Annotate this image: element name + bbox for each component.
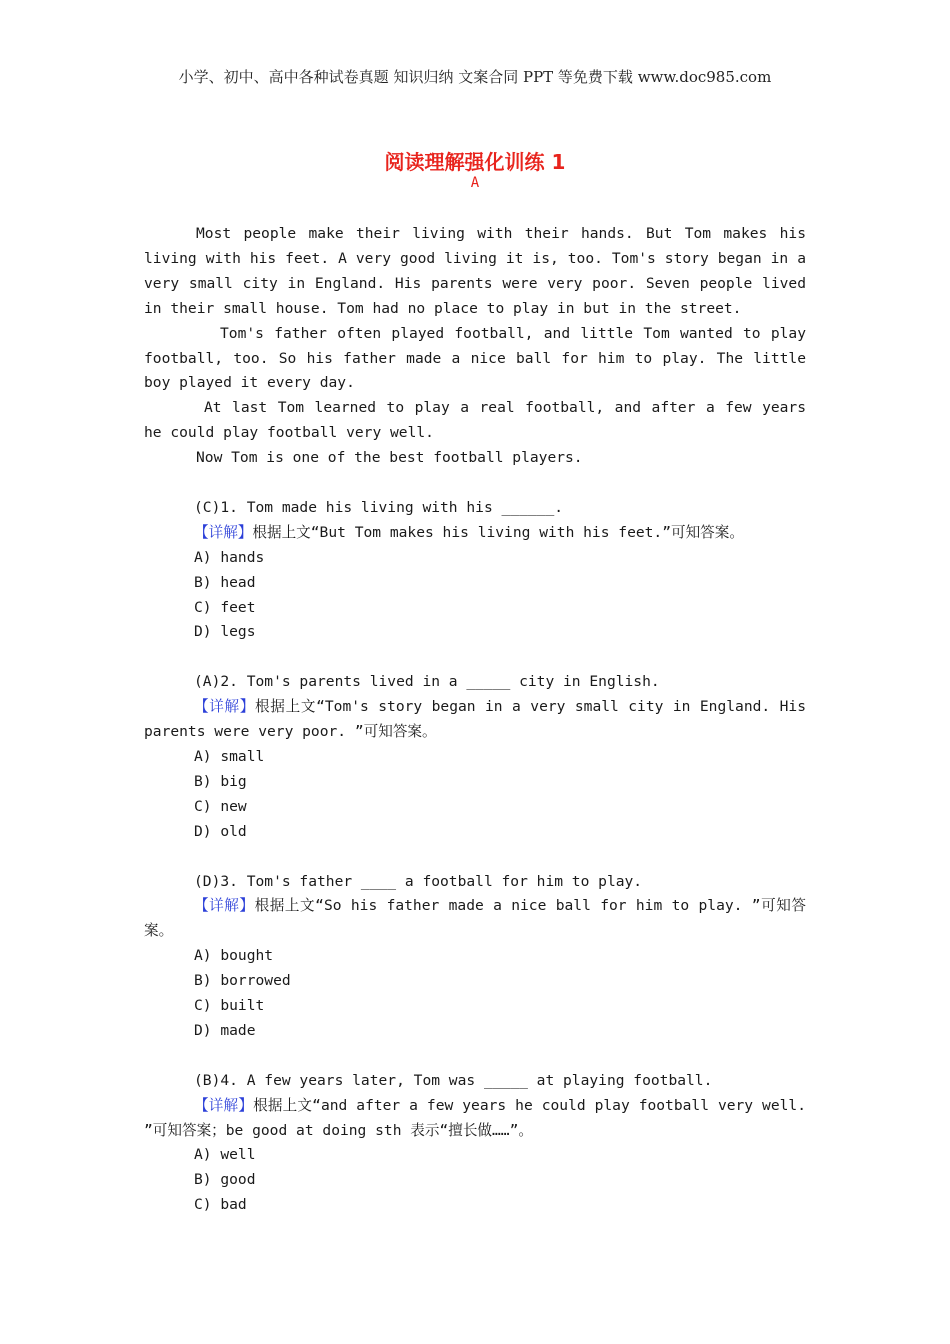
explanation-text: 根据上文“and after a few years he could play football very well. ”可知答案；be good at doing sth 表示“擅长做……”。 (144, 1096, 806, 1139)
explain-tag: 【详解】 (194, 897, 255, 915)
passage-label: A (470, 175, 480, 191)
question-explanation (144, 894, 806, 944)
passage-paragraph: Tom's father often played football, and little Tom wanted to play football, too. So his father made a nice ball for him to play. The little boy played it every day. (144, 324, 806, 392)
question-stem: (C)1. Tom made his living with his ______. (194, 498, 564, 516)
explanation-text: 根据上文“So his father made a nice ball for him to play. ”可知答案。 (144, 897, 806, 940)
explanation-text: 根据上文“Tom's story began in a very small city in England. His parents were very poor. ”可知答案。 (144, 698, 806, 741)
answer-option: D) legs (194, 623, 256, 641)
answer-option: B) big (194, 772, 247, 790)
document-body (144, 222, 806, 1218)
explanation-text: 根据上文“But Tom makes his living with his feet.”可知答案。 (252, 523, 744, 541)
answer-option: B) head (194, 573, 256, 591)
question-explanation (144, 521, 806, 546)
answer-option: C) bad (194, 1196, 247, 1214)
question-stem: (A)2. Tom's parents lived in a _____ city in English. (194, 673, 660, 691)
explain-tag: 【详解】 (194, 1096, 254, 1114)
answer-option: A) hands (194, 548, 265, 566)
answer-option: A) bought (194, 947, 274, 965)
explain-tag: 【详解】 (194, 523, 253, 541)
answer-option: A) well (194, 1146, 256, 1164)
answer-option: C) new (194, 797, 247, 815)
explain-tag: 【详解】 (194, 698, 256, 716)
answer-option: D) old (194, 822, 247, 840)
passage-paragraph: At last Tom learned to play a real football, and after a few years he could play football very well. (144, 399, 806, 442)
document-title: 阅读理解强化训练 1 (384, 150, 566, 174)
answer-option: A) small (194, 748, 265, 765)
answer-option: C) built (194, 997, 265, 1015)
passage-paragraph: Most people make their living with their hands. But Tom makes his living with his feet. A very good living it is, too. Tom's story began in a very small city in England. His parents were very poor. Seven people lived in their small house. Tom had no place to play in but in the street. (144, 225, 806, 317)
answer-option: B) good (194, 1171, 256, 1189)
answer-option: C) feet (194, 598, 256, 616)
passage-paragraph: Now Tom is one of the best football players. (196, 449, 583, 467)
question-explanation (144, 1094, 806, 1144)
answer-option: B) borrowed (194, 972, 291, 990)
answer-option: D) made (194, 1021, 256, 1039)
question-explanation (144, 695, 806, 745)
question-stem: (D)3. Tom's father ____ a football for him to play. (194, 872, 643, 890)
page-header: 小学、初中、高中各种试卷真题 知识归纳 文案合同 PPT 等免费下载 www.doc985.com (178, 68, 772, 86)
question-stem: (B)4. A few years later, Tom was _____ at playing football. (194, 1071, 713, 1089)
